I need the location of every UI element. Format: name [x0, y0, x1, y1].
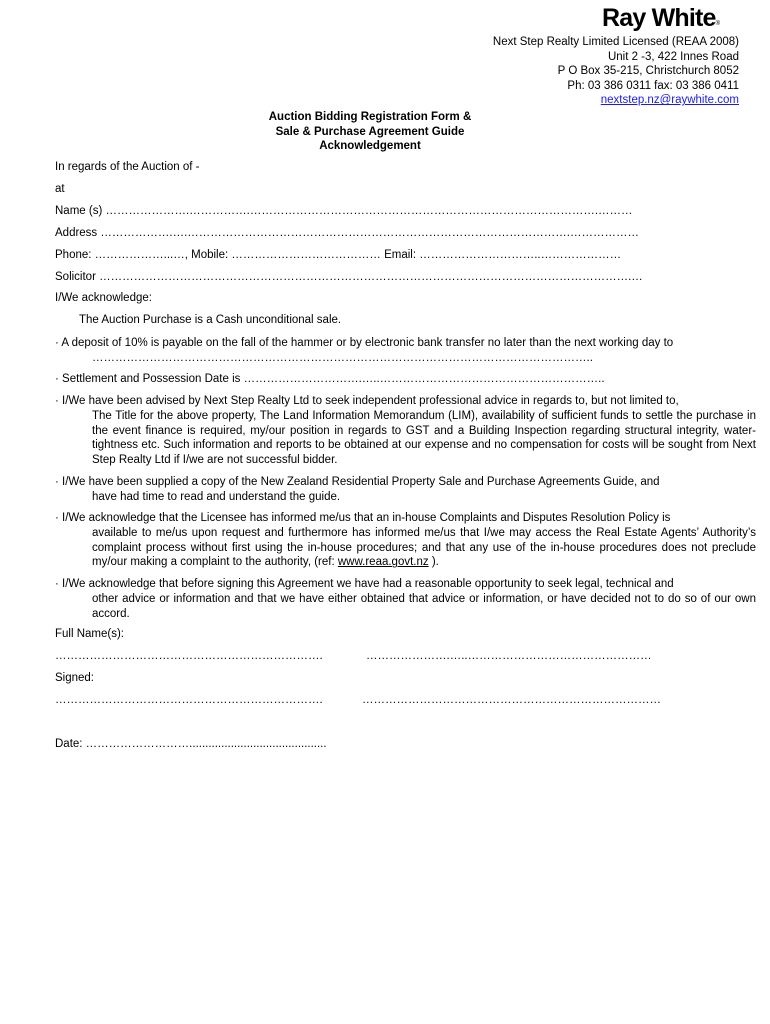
advice-clause [55, 394, 756, 468]
full-names-label: Full Name(s): [55, 628, 125, 640]
title-line-1: Auction Bidding Registration Form & [268, 111, 472, 123]
agency-street: Unit 2 -3, 422 Innes Road [607, 50, 739, 63]
solicitor-field: Solicitor ………………………………………………………………………………………………………………………….… [55, 271, 643, 283]
acknowledge-heading: I/We acknowledge: [55, 292, 152, 304]
full-name-blank-2[interactable]: ………………….…..………………………………………… [366, 650, 652, 662]
complaints-clause-body: available to me/us upon request and furthermore has informed me/us that I/we may access the Real Estate Agents’ Authority’s complaint process without first using the in-house procedures; and that any use of the in-house procedures does not preclude my/our making a complaint to the authority, (ref: [92, 526, 756, 569]
auction-regards-field: In regards of the Auction of - [55, 161, 200, 173]
legal-clause-rest: other advice or information and that we have either obtained that advice or information, or have decided not to do so of our own accord. [92, 592, 756, 620]
form-title [0, 110, 770, 154]
signed-label: Signed: [55, 672, 95, 684]
complaints-clause-end: ). [428, 556, 439, 569]
agency-phone: Ph: 03 386 0311 fax: 03 386 0411 [567, 79, 739, 92]
phone-mobile-email-field: Phone: ………………...…, Mobile: ………………………………… Email: …………………………..………………… [55, 249, 622, 261]
guide-supplied-clause [55, 475, 756, 505]
complaints-clause-first: · I/We acknowledge that the Licensee has informed me/us that an in-house Complaints and Disputes Resolution Policy is [55, 512, 671, 524]
cash-sale-statement: The Auction Purchase is a Cash unconditional sale. [79, 314, 342, 326]
name-field: Name (s) ………………….…………….……………………………………………………………………………….……… [55, 205, 633, 217]
agency-details [493, 35, 739, 108]
advice-clause-rest: The Title for the above property, The Land Information Memorandum (LIM), availability of sufficient funds to settle the purchase in the event finance is required, my/our position in regards to GST and a Building Inspection regarding structural integrity, water-tightness etc. Such information and reports to be obtained at our expense and no compensation for costs will be sought from Next Step Realty Ltd if I/we are not successful bidder. [92, 409, 756, 467]
reaa-link[interactable]: www.reaa.govt.nz [337, 556, 429, 569]
full-name-blank-1[interactable]: ……………………………………………………………. [55, 650, 323, 662]
complaints-clause-rest [55, 526, 756, 570]
auction-at-field: at [55, 183, 65, 195]
signature-blank-1[interactable]: ……………………………………………………………. [55, 694, 323, 706]
signature-blank-2[interactable]: …………………………………………………………………… [362, 694, 661, 706]
logo-text: Ray White [602, 4, 716, 32]
deposit-clause-text: · A deposit of 10% is payable on the fall of the hammer or by electronic bank transfer no later than the next working day to [55, 337, 674, 349]
deposit-clause-blank: ………………………………………………………………………………………………………………….. [92, 351, 593, 364]
advice-clause-first: · I/We have been advised by Next Step Realty Ltd to seek independent professional advice in regards to, but not limited to, [55, 395, 679, 407]
legal-clause-first: · I/We acknowledge that before signing this Agreement we have had a reasonable opportunity to seek legal, technical and [55, 578, 674, 590]
legal-advice-clause [55, 577, 756, 621]
deposit-clause [55, 336, 756, 366]
complaints-clause [55, 511, 756, 570]
agency-pobox: P O Box 35-215, Christchurch 8052 [557, 65, 739, 78]
agency-license: Next Step Realty Limited Licensed (REAA 2008) [492, 36, 739, 48]
title-line-3: Acknowledgement [319, 140, 421, 153]
title-line-2: Sale & Purchase Agreement Guide [275, 125, 465, 138]
date-field[interactable]: Date: ………………………........................................... [55, 738, 327, 750]
ray-white-logo [602, 4, 720, 33]
address-field: Address ……………….….……………………………………………………………………………………….……………… [55, 227, 639, 239]
guide-clause-first: · I/We have been supplied a copy of the New Zealand Residential Property Sale and Purchase Agreements Guide, and [55, 476, 660, 488]
agency-email[interactable]: nextstep.nz@raywhite.com [600, 94, 739, 107]
settlement-clause: · Settlement and Possession Date is ………………………….…..………………………………………………….. [55, 373, 605, 385]
registered-mark: ® [715, 21, 721, 27]
guide-clause-rest: have had time to read and understand the guide. [92, 490, 341, 503]
